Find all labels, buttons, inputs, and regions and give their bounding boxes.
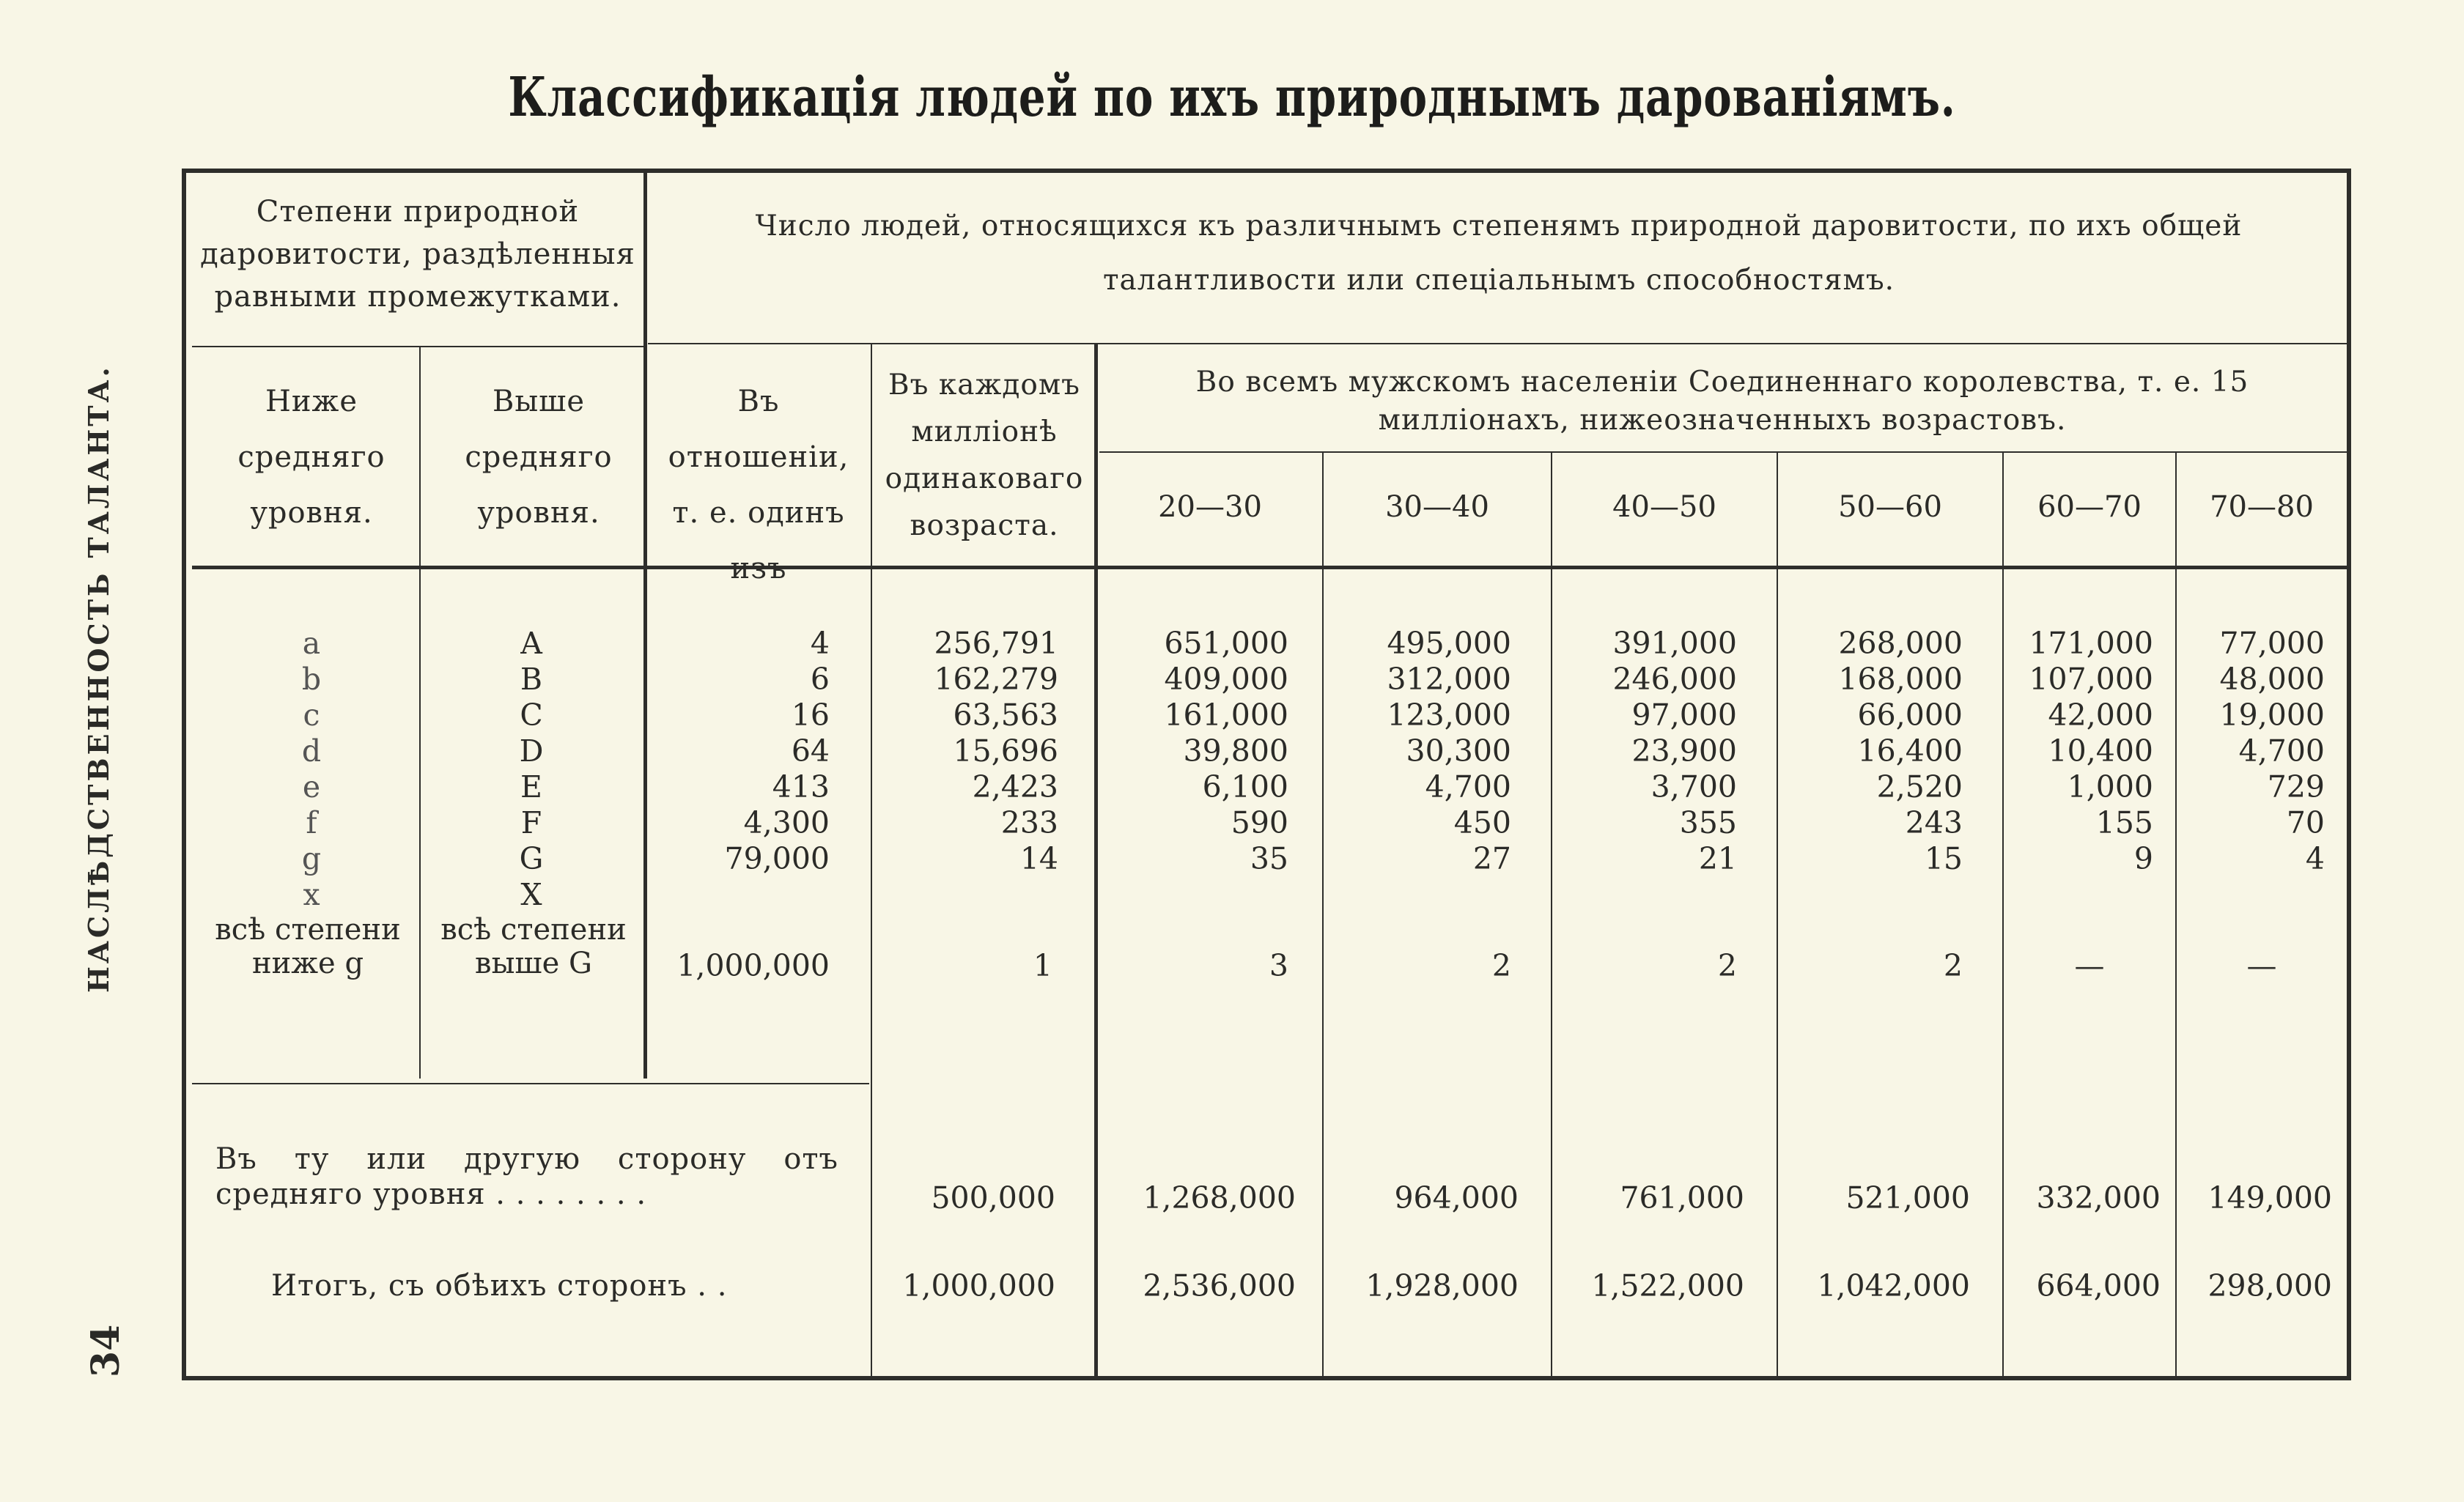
either-side-label: Въ ту или другую сторону отъ средняго уровня . . . . . . . . [215,1142,838,1211]
all-age-value: 2 [1717,948,1737,983]
row-age-value: 268,000 [1838,626,1963,661]
row-age-value: 10,400 [2048,733,2153,769]
row-above-grade: B [520,662,543,697]
row-age-value: 19,000 [2219,698,2325,733]
all-per-million: 1 [1033,948,1052,983]
header-below: Ниже средняго уровня. [237,385,386,530]
either_side-age-value: 149,000 [2207,1180,2332,1216]
rule-age-1 [1322,453,1324,1376]
header-population: Во всемъ мужскомъ населеніи Соединеннаго королевства, т. е. 15 милліонахъ, нижеозначенныхъ возрастовъ. [1195,366,2249,437]
row-age-value: 15 [1924,841,1963,876]
all-ratio: 1,000,000 [676,948,830,983]
row-age-value: 77,000 [2219,626,2325,661]
age-header: 20—30 [1158,490,1262,524]
age-header: 30—40 [1385,490,1489,524]
row-below-grade: g [301,841,322,876]
row-age-value: 729 [2267,769,2325,804]
row-ratio: 6 [810,662,830,697]
either_side-age-value: 964,000 [1394,1180,1519,1216]
row-age-value: 30,300 [1406,733,1511,769]
either_side-age-value: 521,000 [1845,1180,1970,1216]
row-per-million: 2,423 [972,769,1058,804]
total-age-value: 1,522,000 [1591,1268,1744,1303]
row-below-grade: b [301,662,322,697]
header-count-group: Число людей, относящихся къ различнымъ степенямъ природной даровитости, по ихъ общей талантливости или спеціальнымъ способностямъ. [755,210,2243,297]
row-below-grade: f [306,805,317,840]
table-top-rule [182,169,2351,173]
row-age-value: 4 [2305,841,2325,876]
row-age-value: 355 [1679,805,1737,840]
either_side-per-million: 500,000 [931,1180,1055,1216]
table-bottom-rule [182,1376,2351,1380]
row-age-value: 70 [2286,805,2325,840]
row-age-value: 16,400 [1857,733,1963,769]
row-age-value: 450 [1453,805,1511,840]
either_side-age-value: 332,000 [2036,1180,2161,1216]
row-above-grade: C [520,698,543,733]
header-ratio: Въ отношеніи, т. е. одинъ изъ [668,385,849,585]
row-above-grade: X [520,877,542,912]
all-age-value: 2 [1491,948,1511,983]
row-ratio: 413 [772,769,830,804]
rule-ratio-million [871,344,872,1376]
header-rule-ages [1099,451,2347,453]
row-ratio: 4 [810,626,830,661]
header-bottom-rule [192,566,2347,569]
either_side-age-value: 1,268,000 [1143,1180,1296,1216]
row-above-grade: E [520,769,542,804]
total-age-value: 1,042,000 [1817,1268,1970,1303]
row-age-value: 495,000 [1387,626,1511,661]
row-age-value: 155 [2095,805,2153,840]
row-age-value: 107,000 [2029,662,2153,697]
row-age-value: 9 [2133,841,2153,876]
all-below-label: всѣ степени ниже g [215,913,401,980]
row-age-value: 391,000 [1612,626,1737,661]
row-per-million: 233 [1000,805,1058,840]
total-label: Итогъ, съ обѣихъ сторонъ . . [271,1269,728,1303]
age-header: 70—80 [2210,490,2314,524]
row-age-value: 4,700 [1425,769,1511,804]
row-age-value: 23,900 [1631,733,1737,769]
row-age-value: 243 [1905,805,1963,840]
rule-summary [192,1083,869,1084]
running-head: НАСЛѢДСТВЕННОСТЬ ТАЛАНТА. [82,364,115,993]
row-ratio: 79,000 [724,841,830,876]
total-age-value: 664,000 [2036,1268,2161,1303]
row-age-value: 42,000 [2048,698,2153,733]
row-per-million: 256,791 [934,626,1058,661]
row-below-grade: x [303,877,320,912]
rule-below-above [419,346,421,1079]
row-age-value: 651,000 [1164,626,1288,661]
row-age-value: 409,000 [1164,662,1288,697]
row-age-value: 312,000 [1387,662,1511,697]
row-age-value: 21 [1698,841,1737,876]
row-age-value: 168,000 [1838,662,1963,697]
row-per-million: 162,279 [934,662,1058,697]
rule-age-5 [2175,453,2177,1376]
age-header: 50—60 [1838,490,1942,524]
row-above-grade: D [519,733,544,769]
row-age-value: 123,000 [1387,698,1511,733]
row-ratio: 16 [791,698,830,733]
row-age-value: 246,000 [1612,662,1737,697]
row-ratio: 64 [791,733,830,769]
row-below-grade: a [302,626,321,661]
row-age-value: 1,000 [2067,769,2153,804]
row-below-grade: c [303,698,320,733]
rule-age-4 [2002,453,2004,1376]
rule-age-2 [1551,453,1552,1376]
all-age-value: 2 [1943,948,1963,983]
table-right-rule [2347,169,2351,1380]
row-age-value: 2,520 [1876,769,1963,804]
row-above-grade: G [519,841,544,876]
all-age-value: 3 [1269,948,1288,983]
either_side-age-value: 761,000 [1620,1180,1744,1216]
all-age-value: — [2074,948,2105,983]
row-per-million: 15,696 [953,733,1058,769]
age-header: 40—50 [1612,490,1716,524]
row-above-grade: F [520,805,542,840]
all-above-label: всѣ степени выше G [440,913,627,980]
total-age-value: 2,536,000 [1143,1268,1296,1303]
total-per-million: 1,000,000 [902,1268,1055,1303]
row-age-value: 4,700 [2238,733,2325,769]
page-title: Классификація людей по ихъ природнымъ дарованіямъ. [508,66,1956,129]
header-above: Выше средняго уровня. [465,385,613,530]
header-rule-1 [648,343,2347,344]
page-number: 34 [84,1324,128,1377]
rule-degrees-ratio [643,173,647,1079]
total-age-value: 298,000 [2207,1268,2332,1303]
header-per-million: Въ каждомъ милліонѣ одинаковаго возраста. [885,369,1084,542]
rule-age-3 [1777,453,1778,1376]
row-age-value: 35 [1250,841,1288,876]
row-age-value: 97,000 [1631,698,1737,733]
total-age-value: 1,928,000 [1365,1268,1519,1303]
row-per-million: 14 [1019,841,1058,876]
row-above-grade: A [520,626,542,661]
row-age-value: 6,100 [1202,769,1288,804]
row-age-value: 39,800 [1183,733,1288,769]
table-left-rule [182,169,186,1380]
header-degrees: Степени природной даровитости, раздѣленныя равными промежутками. [200,195,635,314]
row-age-value: 48,000 [2219,662,2325,697]
row-per-million: 63,563 [953,698,1058,733]
row-age-value: 161,000 [1164,698,1288,733]
row-age-value: 27 [1472,841,1511,876]
all-age-value: — [2246,948,2277,983]
row-age-value: 590 [1231,805,1288,840]
row-age-value: 66,000 [1857,698,1963,733]
row-ratio: 4,300 [743,805,830,840]
row-below-grade: d [301,733,322,769]
row-age-value: 171,000 [2029,626,2153,661]
row-age-value: 3,700 [1650,769,1737,804]
age-header: 60—70 [2037,490,2142,524]
row-below-grade: e [302,769,321,804]
